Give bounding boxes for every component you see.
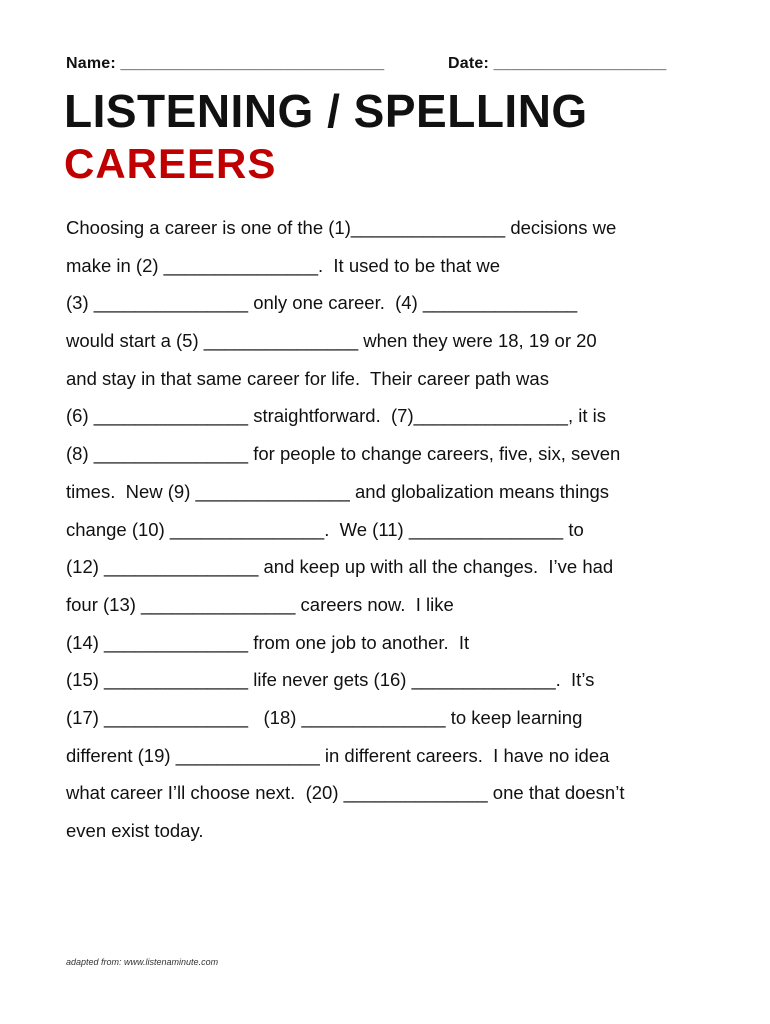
passage-line: (6) _______________ straightforward. (7)_______________, it is <box>66 405 606 427</box>
passage-line: change (10) _______________. We (11) _______________ to <box>66 518 584 540</box>
passage-line: times. New (9) _______________ and globalization means things <box>66 480 610 502</box>
date-field: Date: ___________________ <box>448 55 667 72</box>
page-subtitle: CAREERS <box>64 140 277 187</box>
passage-line: (15) ______________ life never gets (16) ______________. It’s <box>66 669 595 691</box>
passage-line: (8) _______________ for people to change careers, five, six, seven <box>66 443 621 465</box>
passage-line: even exist today. <box>66 820 204 841</box>
page-title: LISTENING / SPELLING <box>64 85 588 137</box>
source-credit: adapted from: www.listenaminute.com <box>66 957 219 967</box>
passage-line: what career I’ll choose next. (20) ______________ one that doesn’t <box>66 782 625 804</box>
passage-line: (12) _______________ and keep up with all the changes. I’ve had <box>66 556 614 578</box>
passage-line: would start a (5) _______________ when they were 18, 19 or 20 <box>66 330 597 352</box>
passage-line: make in (2) _______________. It used to be that we <box>66 254 501 276</box>
passage <box>66 209 716 850</box>
passage-line: four (13) _______________ careers now. I like <box>66 593 454 615</box>
passage-line: (14) ______________ from one job to another. It <box>66 631 470 653</box>
passage-line: (17) ______________ (18) ______________ to keep learning <box>66 706 583 728</box>
passage-line: Choosing a career is one of the (1)_______________ decisions we <box>66 217 617 238</box>
name-field: Name: _____________________________ <box>66 55 385 72</box>
passage-line: (3) _______________ only one career. (4) _______________ <box>66 292 578 314</box>
passage-line: different (19) ______________ in different careers. I have no idea <box>66 744 610 766</box>
passage-line: and stay in that same career for life. Their career path was <box>66 367 549 389</box>
